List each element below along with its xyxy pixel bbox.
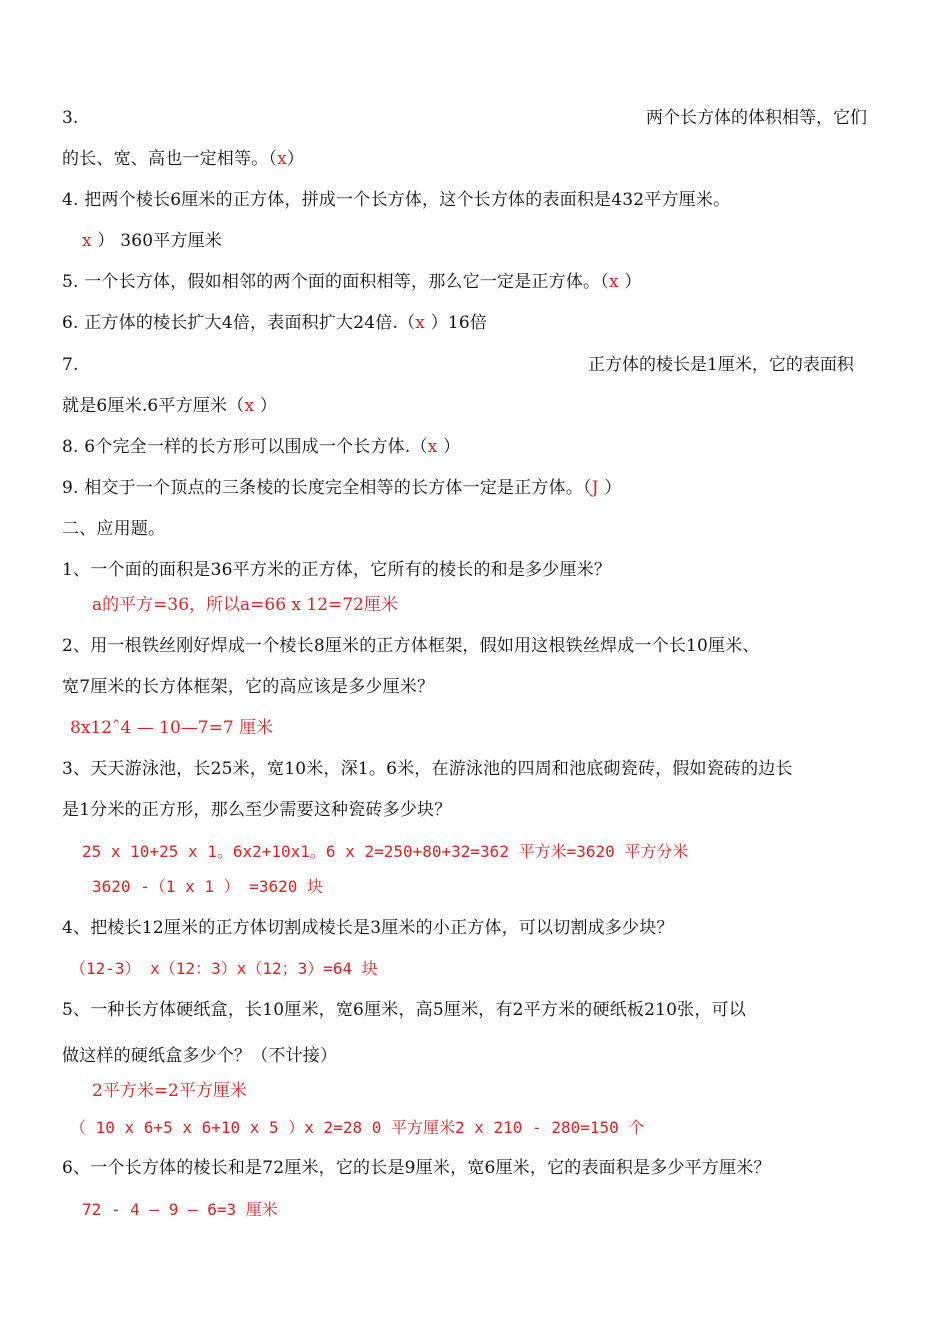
item-8-text: 8. 6个完全一样的长方形可以围成一个长方体.（ bbox=[62, 437, 428, 457]
item-9-answer: J bbox=[591, 478, 599, 498]
problem-5-answer-line1: 2平方米=2平方厘米 bbox=[92, 1081, 247, 1101]
item-3-close: ） bbox=[286, 149, 305, 169]
problem-1-answer: a的平方=36，所以a=66 x 12=72厘米 bbox=[92, 595, 398, 615]
problem-4-question: 4、把棱长12厘米的正方体切割成棱长是3厘米的小正方体，可以切割成多少块？ bbox=[62, 918, 674, 938]
item-6-answer: x bbox=[415, 313, 426, 333]
item-7-close: ） bbox=[259, 396, 278, 416]
problem-5-answer-line2: （ 10 x 6+5 x 6+10 x 5 ）x 2=28 0 平方厘米2 x 210 - 280=150 个 bbox=[70, 1118, 645, 1137]
item-4-close: ） bbox=[97, 231, 115, 251]
item-5-close: ） bbox=[624, 272, 642, 292]
item-5-text: 5. 一个长方体，假如相邻的两个面的面积相等，那么它一定是正方体。（ bbox=[62, 272, 609, 292]
item-8 bbox=[62, 436, 460, 458]
item-3-cont-text: 的长、宽、高也一定相等。（ bbox=[62, 149, 278, 169]
item-7-answer: x bbox=[244, 396, 255, 416]
problem-6-question: 6、一个长方体的棱长和是72厘米，它的长是9厘米，宽6厘米，它的表面积是多少平方厘米？ bbox=[62, 1158, 771, 1178]
item-4-answer: x bbox=[82, 231, 92, 251]
item-3-answer: x bbox=[277, 149, 287, 169]
item-7-cont-text: 就是6厘米.6平方厘米（ bbox=[62, 396, 245, 416]
item-6-text: 6. 正方体的棱长扩大4倍，表面积扩大24倍.（ bbox=[62, 313, 416, 333]
problem-1-question: 1、一个面的面积是36平方米的正方体，它所有的棱长的和是多少厘米？ bbox=[62, 560, 612, 580]
problem-5-question-line1: 5、一种长方体硬纸盒，长10厘米，宽6厘米，高5厘米，有2平方米的硬纸板210张，可以 bbox=[62, 1000, 746, 1020]
problem-5-question-line2: 做这样的硬纸盒多少个？（不计接） bbox=[62, 1046, 338, 1066]
item-5-answer: x bbox=[608, 272, 619, 292]
item-3-continuation bbox=[62, 148, 304, 170]
item-9-text: 9. 相交于一个顶点的三条棱的长度完全相等的长方体一定是正方体。（ bbox=[62, 478, 592, 498]
item-8-close: ） bbox=[443, 437, 461, 457]
problem-3-question-line2: 是1分米的正方形，那么至少需要这种瓷砖多少块？ bbox=[62, 800, 452, 820]
problem-3-answer-line2: 3620 -（1 x 1 ） =3620 块 bbox=[92, 877, 324, 896]
section-title: 二、应用题。 bbox=[62, 519, 166, 539]
problem-2-question-line2: 宽7厘米的长方体框架，它的高应该是多少厘米？ bbox=[62, 677, 435, 697]
item-8-answer: x bbox=[427, 437, 438, 457]
item-9-close: ） bbox=[604, 478, 622, 498]
item-4-text: 4. 把两个棱长6厘米的正方体，拼成一个长方体，这个长方体的表面积是432平方厘米。 bbox=[62, 190, 731, 210]
problem-2-question-line1: 2、用一根铁丝刚好焊成一个棱长8厘米的正方体框架，假如用这根铁丝焊成一个长10厘米、 bbox=[62, 636, 760, 656]
item-3-number: 3. bbox=[62, 108, 79, 128]
item-3-text: 两个长方体的体积相等，它们 bbox=[646, 108, 867, 128]
problem-4-answer: （12-3） x（12：3）x（12；3）=64 块 bbox=[70, 959, 378, 978]
problem-3-answer-line1: 25 x 10+25 x 1。6x2+10x1。6 x 2=250+80+32=362 平方米=3620 平方分米 bbox=[82, 842, 689, 861]
item-7-text: 正方体的棱长是1厘米，它的表面积 bbox=[588, 355, 854, 375]
item-7-continuation bbox=[62, 395, 277, 417]
item-5 bbox=[62, 271, 642, 293]
item-6 bbox=[62, 312, 487, 334]
problem-3-question-line1: 3、天天游泳池，长25米，宽10米，深1。6米，在游泳池的四周和池底砌瓷砖，假如瓷砖的边长 bbox=[62, 759, 793, 779]
item-4-answer-line bbox=[82, 230, 222, 252]
item-7-number: 7. bbox=[62, 355, 79, 375]
item-4-note: 360平方厘米 bbox=[120, 231, 223, 251]
item-6-close: ）16倍 bbox=[430, 313, 488, 333]
problem-6-answer: 72 - 4 — 9 — 6=3 厘米 bbox=[82, 1200, 278, 1219]
item-9 bbox=[62, 477, 622, 499]
problem-2-answer: 8x12ˆ4 — 10—7=7 厘米 bbox=[70, 718, 274, 738]
